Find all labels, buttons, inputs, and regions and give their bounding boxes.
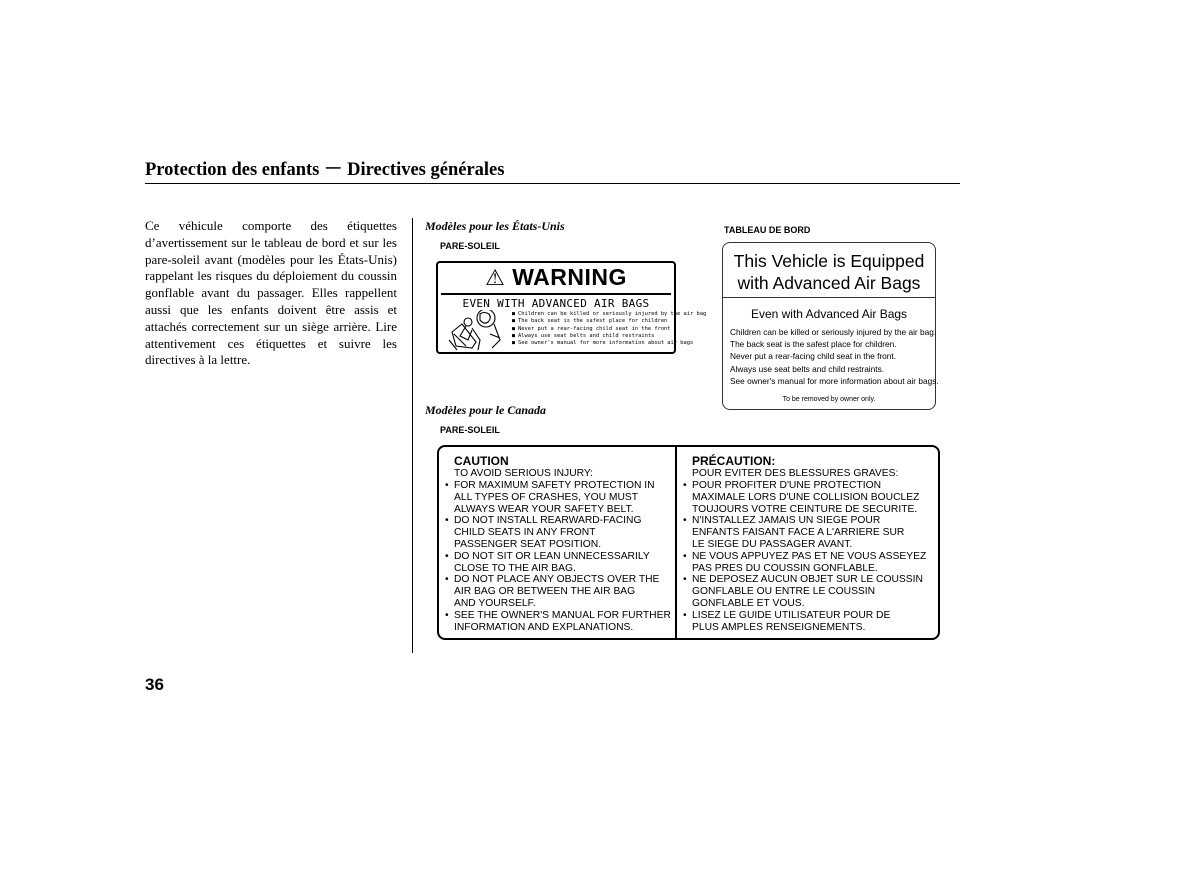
warning-list: [512, 311, 706, 347]
dashboard-list-item: The back seat is the safest place for children.: [730, 339, 897, 350]
dashboard-list: [730, 326, 939, 387]
canada-visor-label: PARE-SOLEIL: [440, 425, 500, 435]
precaution-list: [683, 480, 926, 633]
dashboard-label: [722, 242, 939, 410]
dashboard-list-item: Never put a rear-facing child seat in the front.: [730, 351, 897, 362]
precaution-title: PRÉCAUTION:: [692, 454, 776, 468]
warning-subtitle: EVEN WITH ADVANCED AIR BAGS: [462, 297, 650, 310]
child-seat-airbag-pictogram-icon: [446, 310, 510, 352]
warning-triangle-icon: ⚠: [485, 265, 506, 290]
us-models-heading: Modèles pour les États-Unis: [425, 219, 565, 233]
warning-list-item: ■ See owner's manual for more information about air bags: [512, 340, 706, 347]
dashboard-footer: To be removed by owner only.: [782, 396, 876, 403]
caution-french-column: [683, 454, 926, 633]
warning-divider: [441, 293, 671, 295]
warning-list-item: ■ Never put a rear-facing child seat in the front: [512, 326, 706, 333]
precaution-list-item: • N'INSTALLEZ JAMAIS UN SIEGE POUR ENFANTS FAISANT FACE A L'ARRIERE SUR LE SIEGE DU PASSAGER AVANT.: [683, 515, 926, 550]
precaution-list-item: • POUR PROFITER D'UNE PROTECTION MAXIMALE LORS D'UNE COLLISION BOUCLEZ TOUJOURS VOTRE CEINTURE DE SECURITE.: [683, 480, 926, 515]
us-visor-label: PARE-SOLEIL: [440, 241, 500, 251]
title-rule: [145, 183, 960, 184]
dashboard-list-item: See owner's manual for more information about air bags.: [730, 375, 939, 386]
warning-list-item: ■ Always use seat belts and child restraints: [512, 333, 706, 340]
page-title: Protection des enfants － Directives générales: [145, 160, 505, 180]
caution-title: CAUTION: [454, 454, 509, 468]
precaution-list-item: • LISEZ LE GUIDE UTILISATEUR POUR DE PLUS AMPLES RENSEIGNEMENTS.: [683, 610, 926, 634]
caution-divider: [675, 447, 677, 638]
dashboard-list-item: Always use seat belts and child restraints.: [730, 363, 885, 374]
caution-english-column: [445, 454, 671, 633]
dashboard-divider: [723, 297, 935, 298]
caution-list-item: • SEE THE OWNER'S MANUAL FOR FURTHER INFORMATION AND EXPLANATIONS.: [445, 610, 671, 634]
caution-list: [445, 480, 671, 633]
dashboard-subheading: Even with Advanced Air Bags: [750, 307, 908, 321]
warning-title-text: WARNING: [512, 264, 627, 290]
precaution-list-item: • NE VOUS APPUYEZ PAS ET NE VOUS ASSEYEZ PAS PRES DU COUSSIN GONFLABLE.: [683, 551, 926, 575]
precaution-list-item: • NE DEPOSEZ AUCUN OBJET SUR LE COUSSIN GONFLABLE OU ENTRE LE COUSSIN GONFLABLE ET VOUS.: [683, 574, 926, 609]
warning-list-item: ■ Children can be killed or seriously injured by the air bag: [512, 311, 706, 318]
dashboard-heading: This Vehicle is Equipped with Advanced Air Bags: [733, 251, 925, 293]
us-warning-label: [436, 261, 707, 354]
page-number: 36: [145, 675, 164, 694]
body-paragraph: Ce véhicule comporte des étiquettes d’avertissement sur le tableau de bord et sur les pare-soleil avant (modèles pour les États-Unis) rappelant les risques du déploiement du coussin gonflable avant du passager. Elles rappellent aussi que les enfants doivent être assis et attachés correctement sur un siège arrière. Lire attentivement ces étiquettes et suivre les directives à la lettre.: [145, 218, 397, 368]
caution-list-item: • DO NOT SIT OR LEAN UNNECESSARILY CLOSE TO THE AIR BAG.: [445, 551, 671, 575]
dashboard-list-item: Children can be killed or seriously injured by the air bag.: [730, 327, 937, 337]
caution-list-item: • DO NOT INSTALL REARWARD-FACING CHILD SEATS IN ANY FRONT PASSENGER SEAT POSITION.: [445, 515, 671, 550]
caution-subtitle: TO AVOID SERIOUS INJURY:: [454, 468, 594, 479]
caution-list-item: • FOR MAXIMUM SAFETY PROTECTION IN ALL TYPES OF CRASHES, YOU MUST ALWAYS WEAR YOUR SAFETY BELT.: [445, 480, 671, 515]
precaution-subtitle: POUR EVITER DES BLESSURES GRAVES:: [692, 468, 899, 479]
dashboard-label-caption: TABLEAU DE BORD: [724, 225, 811, 235]
warning-title: [438, 264, 674, 291]
canada-caution-label: [437, 445, 940, 640]
column-divider: [412, 218, 413, 653]
caution-list-item: • DO NOT PLACE ANY OBJECTS OVER THE AIR BAG OR BETWEEN THE AIR BAG AND YOURSELF.: [445, 574, 671, 609]
canada-models-heading: Modèles pour le Canada: [425, 403, 547, 417]
warning-list-item: ■ The back seat is the safest place for children: [512, 318, 706, 325]
